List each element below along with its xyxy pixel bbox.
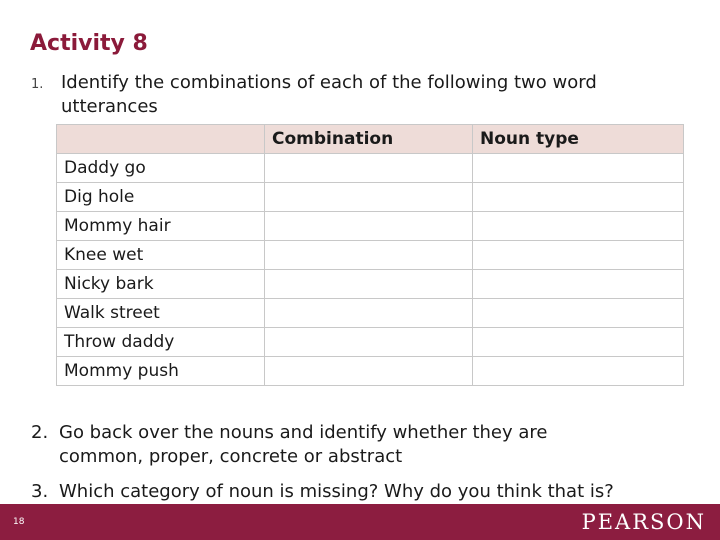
table-row — [57, 212, 684, 241]
question-2-line-2: common, proper, concrete or abstract — [59, 446, 403, 467]
page-title: Activity 8 — [30, 31, 148, 56]
combination-cell[interactable] — [265, 328, 473, 357]
question-2 — [31, 421, 671, 469]
header-utterance — [57, 125, 265, 154]
table-row — [57, 183, 684, 212]
combination-cell[interactable] — [265, 241, 473, 270]
table-row — [57, 357, 684, 386]
noun-type-cell[interactable] — [473, 241, 684, 270]
utterance-cell: Dig hole — [57, 183, 265, 212]
combination-cell[interactable] — [265, 270, 473, 299]
table-row — [57, 328, 684, 357]
page-number: 18 — [13, 517, 25, 527]
question-1-text: Identify the combinations of each of the following two word utterances — [61, 72, 597, 117]
footer-bar — [0, 504, 720, 540]
noun-type-cell[interactable] — [473, 270, 684, 299]
question-1-number: 1. — [31, 77, 44, 92]
combination-cell[interactable] — [265, 299, 473, 328]
utterance-cell: Mommy hair — [57, 212, 265, 241]
combination-cell[interactable] — [265, 357, 473, 386]
utterance-cell: Walk street — [57, 299, 265, 328]
utterance-cell: Daddy go — [57, 154, 265, 183]
combination-cell[interactable] — [265, 154, 473, 183]
header-noun-type: Noun type — [473, 125, 684, 154]
table-row — [57, 154, 684, 183]
noun-type-cell[interactable] — [473, 212, 684, 241]
utterance-cell: Mommy push — [57, 357, 265, 386]
utterance-cell: Throw daddy — [57, 328, 265, 357]
table-header-row — [57, 125, 684, 154]
utterance-cell: Knee wet — [57, 241, 265, 270]
noun-type-cell[interactable] — [473, 328, 684, 357]
pearson-logo: PEARSON — [581, 510, 706, 534]
question-3-text: Which category of noun is missing? Why do you think that is? — [59, 481, 614, 502]
noun-type-cell[interactable] — [473, 299, 684, 328]
noun-type-cell[interactable] — [473, 357, 684, 386]
noun-type-cell[interactable] — [473, 183, 684, 212]
utterance-cell: Nicky bark — [57, 270, 265, 299]
table-row — [57, 299, 684, 328]
header-combination: Combination — [265, 125, 473, 154]
question-2-line-1: Go back over the nouns and identify whether they are — [59, 422, 548, 443]
question-3 — [31, 480, 711, 504]
table-row — [57, 241, 684, 270]
combination-cell[interactable] — [265, 183, 473, 212]
combination-cell[interactable] — [265, 212, 473, 241]
table-row — [57, 270, 684, 299]
question-2-number: 2. — [31, 422, 49, 443]
utterance-table — [56, 124, 684, 386]
noun-type-cell[interactable] — [473, 154, 684, 183]
question-3-number: 3. — [31, 481, 49, 502]
